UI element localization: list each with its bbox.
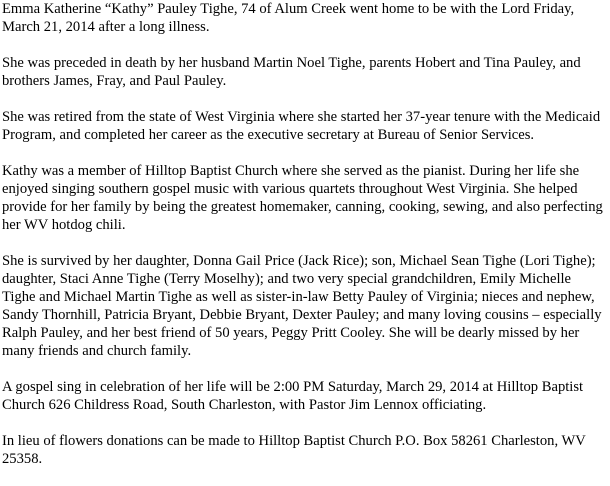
donations-paragraph: In lieu of flowers donations can be made to Hilltop Baptist Church P.O. Box 58261 Charleston, WV 25358. — [2, 433, 586, 467]
career-paragraph: She was retired from the state of West Virginia where she started her 37-year tenure with the Medicaid Program, and completed her career as the executive secretary at Bureau of Senior Services. — [2, 109, 601, 143]
church-and-life-paragraph: Kathy was a member of Hilltop Baptist Church where she served as the pianist. During her life she enjoyed singing southern gospel music with various quartets throughout West Virginia. She helped provide for her family by being the greatest homemaker, canning, cooking, sewing, and also perfecting her WV hotdog chili. — [2, 163, 603, 233]
service-details-paragraph: A gospel sing in celebration of her life will be 2:00 PM Saturday, March 29, 2014 at Hilltop Baptist Church 626 Childress Road, South Charleston, with Pastor Jim Lennox officiating. — [2, 379, 584, 413]
obituary-document — [2, 0, 606, 468]
obituary-intro-paragraph: Emma Katherine “Kathy” Pauley Tighe, 74 of Alum Creek went home to be with the Lord Friday, March 21, 2014 after a long illness. — [2, 1, 575, 35]
survived-by-paragraph: She is survived by her daughter, Donna Gail Price (Jack Rice); son, Michael Sean Tighe (Lori Tighe); daughter, Staci Anne Tighe (Terry Moselhy); and two very special grandchildren, Emily Michelle Tighe and Michael Martin Tighe as well as sister-in-law Betty Pauley of Virginia; nieces and nephew, Sandy Thornhill, Patricia Bryant, Debbie Bryant, Dexter Pauley; and many loving cousins – especially Ralph Pauley, and her best friend of 50 years, Peggy Pritt Cooley. She will be dearly missed by her many friends and church family. — [2, 253, 602, 359]
preceded-in-death-paragraph: She was preceded in death by her husband Martin Noel Tighe, parents Hobert and Tina Pauley, and brothers James, Fray, and Paul Pauley. — [2, 55, 581, 89]
